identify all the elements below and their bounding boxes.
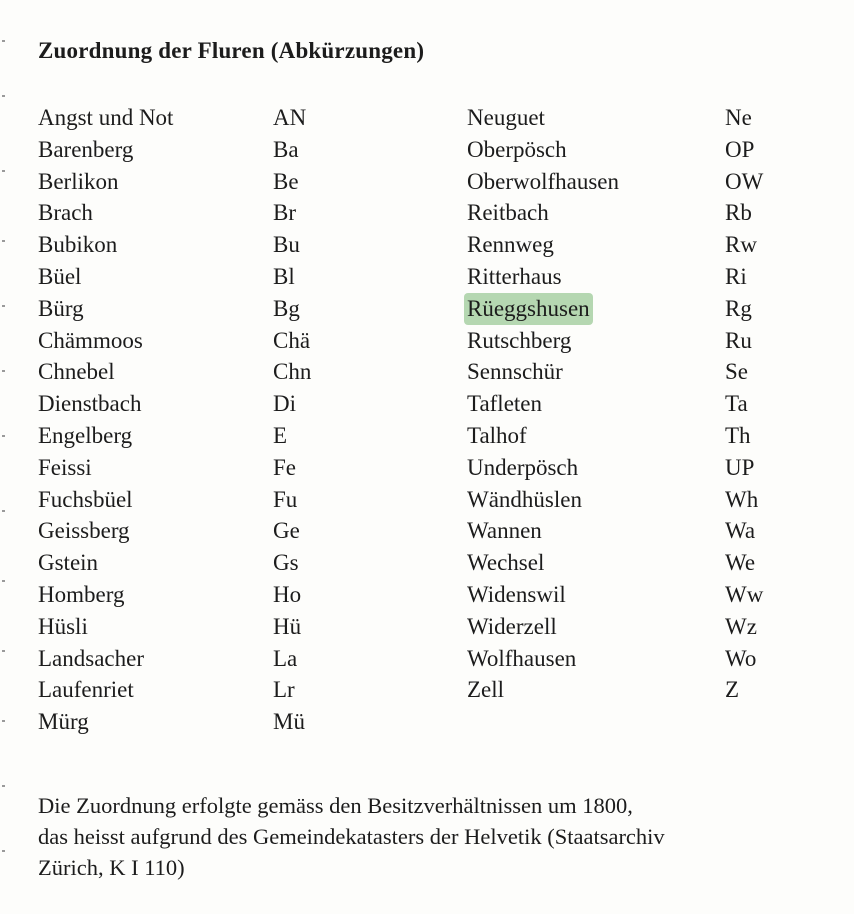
table-row xyxy=(0,356,854,388)
field-name: Zell xyxy=(467,677,505,703)
table-row xyxy=(0,261,854,293)
field-abbreviation: Ho xyxy=(273,582,302,607)
field-name: Wändhüslen xyxy=(467,486,582,512)
field-name: Rüeggshusen xyxy=(464,293,593,325)
field-name: Dienstbach xyxy=(38,391,142,417)
page-title: Zuordnung der Fluren (Abkürzungen) xyxy=(38,38,425,63)
field-abbreviation: Di xyxy=(273,391,296,417)
field-name: Talhof xyxy=(467,423,527,448)
field-name: Neuguet xyxy=(467,105,545,130)
field-abbreviation: We xyxy=(725,550,756,576)
field-name: Geissberg xyxy=(38,518,130,544)
field-abbreviation: Ge xyxy=(273,518,300,544)
field-name: Ritterhaus xyxy=(467,264,562,289)
field-abbreviation: Rw xyxy=(725,232,757,258)
field-name: Wolfhausen xyxy=(467,645,577,671)
field-name: Büel xyxy=(38,264,82,289)
field-name: Oberwolfhausen xyxy=(467,168,620,194)
field-name: Feissi xyxy=(38,454,92,480)
field-abbreviation: Bu xyxy=(273,232,300,258)
field-abbreviation: Se xyxy=(725,359,748,385)
field-abbreviation: Ne xyxy=(725,105,752,130)
field-name: Chämmoos xyxy=(38,327,143,353)
field-name: Gstein xyxy=(38,550,99,576)
field-abbreviation: Gs xyxy=(273,550,299,576)
table-row xyxy=(0,547,854,579)
field-abbreviation: Chä xyxy=(273,327,311,353)
field-abbreviation: Rb xyxy=(725,200,752,226)
field-name: Barenberg xyxy=(38,136,134,162)
field-abbreviation: La xyxy=(273,645,298,671)
table-row xyxy=(0,611,854,643)
footer-line-3: Zürich, K I 110) xyxy=(38,855,185,880)
margin-tick xyxy=(2,40,5,42)
table-row xyxy=(0,293,854,325)
field-abbreviation: Hü xyxy=(273,613,302,639)
table-row xyxy=(0,579,854,611)
field-name: Rennweg xyxy=(467,232,554,258)
table-row xyxy=(0,325,854,357)
field-abbreviation: Ru xyxy=(725,327,752,353)
field-abbreviation: Mü xyxy=(273,709,305,735)
margin-tick xyxy=(2,785,5,787)
field-abbreviation: Ri xyxy=(725,264,747,289)
field-abbreviation: Wz xyxy=(725,613,757,639)
field-name: Landsacher xyxy=(38,645,144,671)
field-name: Widerzell xyxy=(467,613,557,639)
field-name: Mürg xyxy=(38,709,89,735)
field-name: Laufenriet xyxy=(38,677,134,703)
field-name: Widenswil xyxy=(467,582,566,607)
table-row xyxy=(0,197,854,229)
field-name: Hüsli xyxy=(38,613,88,639)
field-abbreviation: E xyxy=(273,423,288,448)
field-name: Sennschür xyxy=(467,359,563,385)
field-abbreviation: AN xyxy=(273,105,307,130)
table-row xyxy=(0,420,854,452)
table-row xyxy=(0,452,854,484)
table-row xyxy=(0,643,854,675)
field-abbreviation: Chn xyxy=(273,359,312,385)
table-row xyxy=(0,706,854,738)
field-abbreviation: Br xyxy=(273,200,296,226)
field-abbreviation: Fe xyxy=(273,454,296,480)
field-abbreviation: Lr xyxy=(273,677,295,703)
table-row xyxy=(0,102,854,134)
field-abbreviation: Ww xyxy=(725,582,764,607)
field-abbreviation: OP xyxy=(725,136,755,162)
field-abbreviation: OW xyxy=(725,168,764,194)
field-name: Homberg xyxy=(38,582,125,607)
footer-line-1: Die Zuordnung erfolgte gemäss den Besitzverhältnissen um 1800, xyxy=(38,793,633,818)
field-name: Angst und Not xyxy=(38,105,174,130)
field-abbreviation: Z xyxy=(725,677,740,703)
table-row xyxy=(0,515,854,547)
field-name: Fuchsbüel xyxy=(38,486,133,512)
field-abbreviation: Wh xyxy=(725,486,759,512)
field-abbreviation: Be xyxy=(273,168,299,194)
field-name: Brach xyxy=(38,200,93,226)
field-name: Berlikon xyxy=(38,168,119,194)
table-row xyxy=(0,674,854,706)
field-abbreviation: Wo xyxy=(725,645,757,671)
footer-note xyxy=(38,790,828,883)
footer-line-2: das heisst aufgrund des Gemeindekatasters der Helvetik (Staatsarchiv xyxy=(38,824,665,849)
field-name: Underpösch xyxy=(467,454,579,480)
field-name: Engelberg xyxy=(38,423,133,448)
field-name: Reitbach xyxy=(467,200,549,226)
field-name: Rutschberg xyxy=(467,327,572,353)
field-name: Bürg xyxy=(38,295,84,321)
field-name: Tafleten xyxy=(467,391,543,417)
field-abbreviation: Bg xyxy=(273,295,300,321)
table-row xyxy=(0,166,854,198)
field-abbreviation: UP xyxy=(725,454,755,480)
table-row xyxy=(0,484,854,516)
field-abbreviation: Ba xyxy=(273,136,299,162)
margin-tick xyxy=(2,95,5,97)
margin-tick xyxy=(2,850,5,852)
field-name: Wannen xyxy=(467,518,542,544)
field-abbreviation: Ta xyxy=(725,391,748,417)
field-abbreviation: Th xyxy=(725,423,751,448)
field-name: Oberpösch xyxy=(467,136,567,162)
field-abbreviation: Wa xyxy=(725,518,756,544)
table-row xyxy=(0,388,854,420)
field-name: Chnebel xyxy=(38,359,115,385)
table-row xyxy=(0,229,854,261)
field-abbreviation: Rg xyxy=(725,295,752,321)
field-abbreviation: Fu xyxy=(273,486,298,512)
field-abbreviation: Bl xyxy=(273,264,295,289)
field-name: Bubikon xyxy=(38,232,118,258)
field-name: Wechsel xyxy=(467,550,545,576)
table-row xyxy=(0,134,854,166)
